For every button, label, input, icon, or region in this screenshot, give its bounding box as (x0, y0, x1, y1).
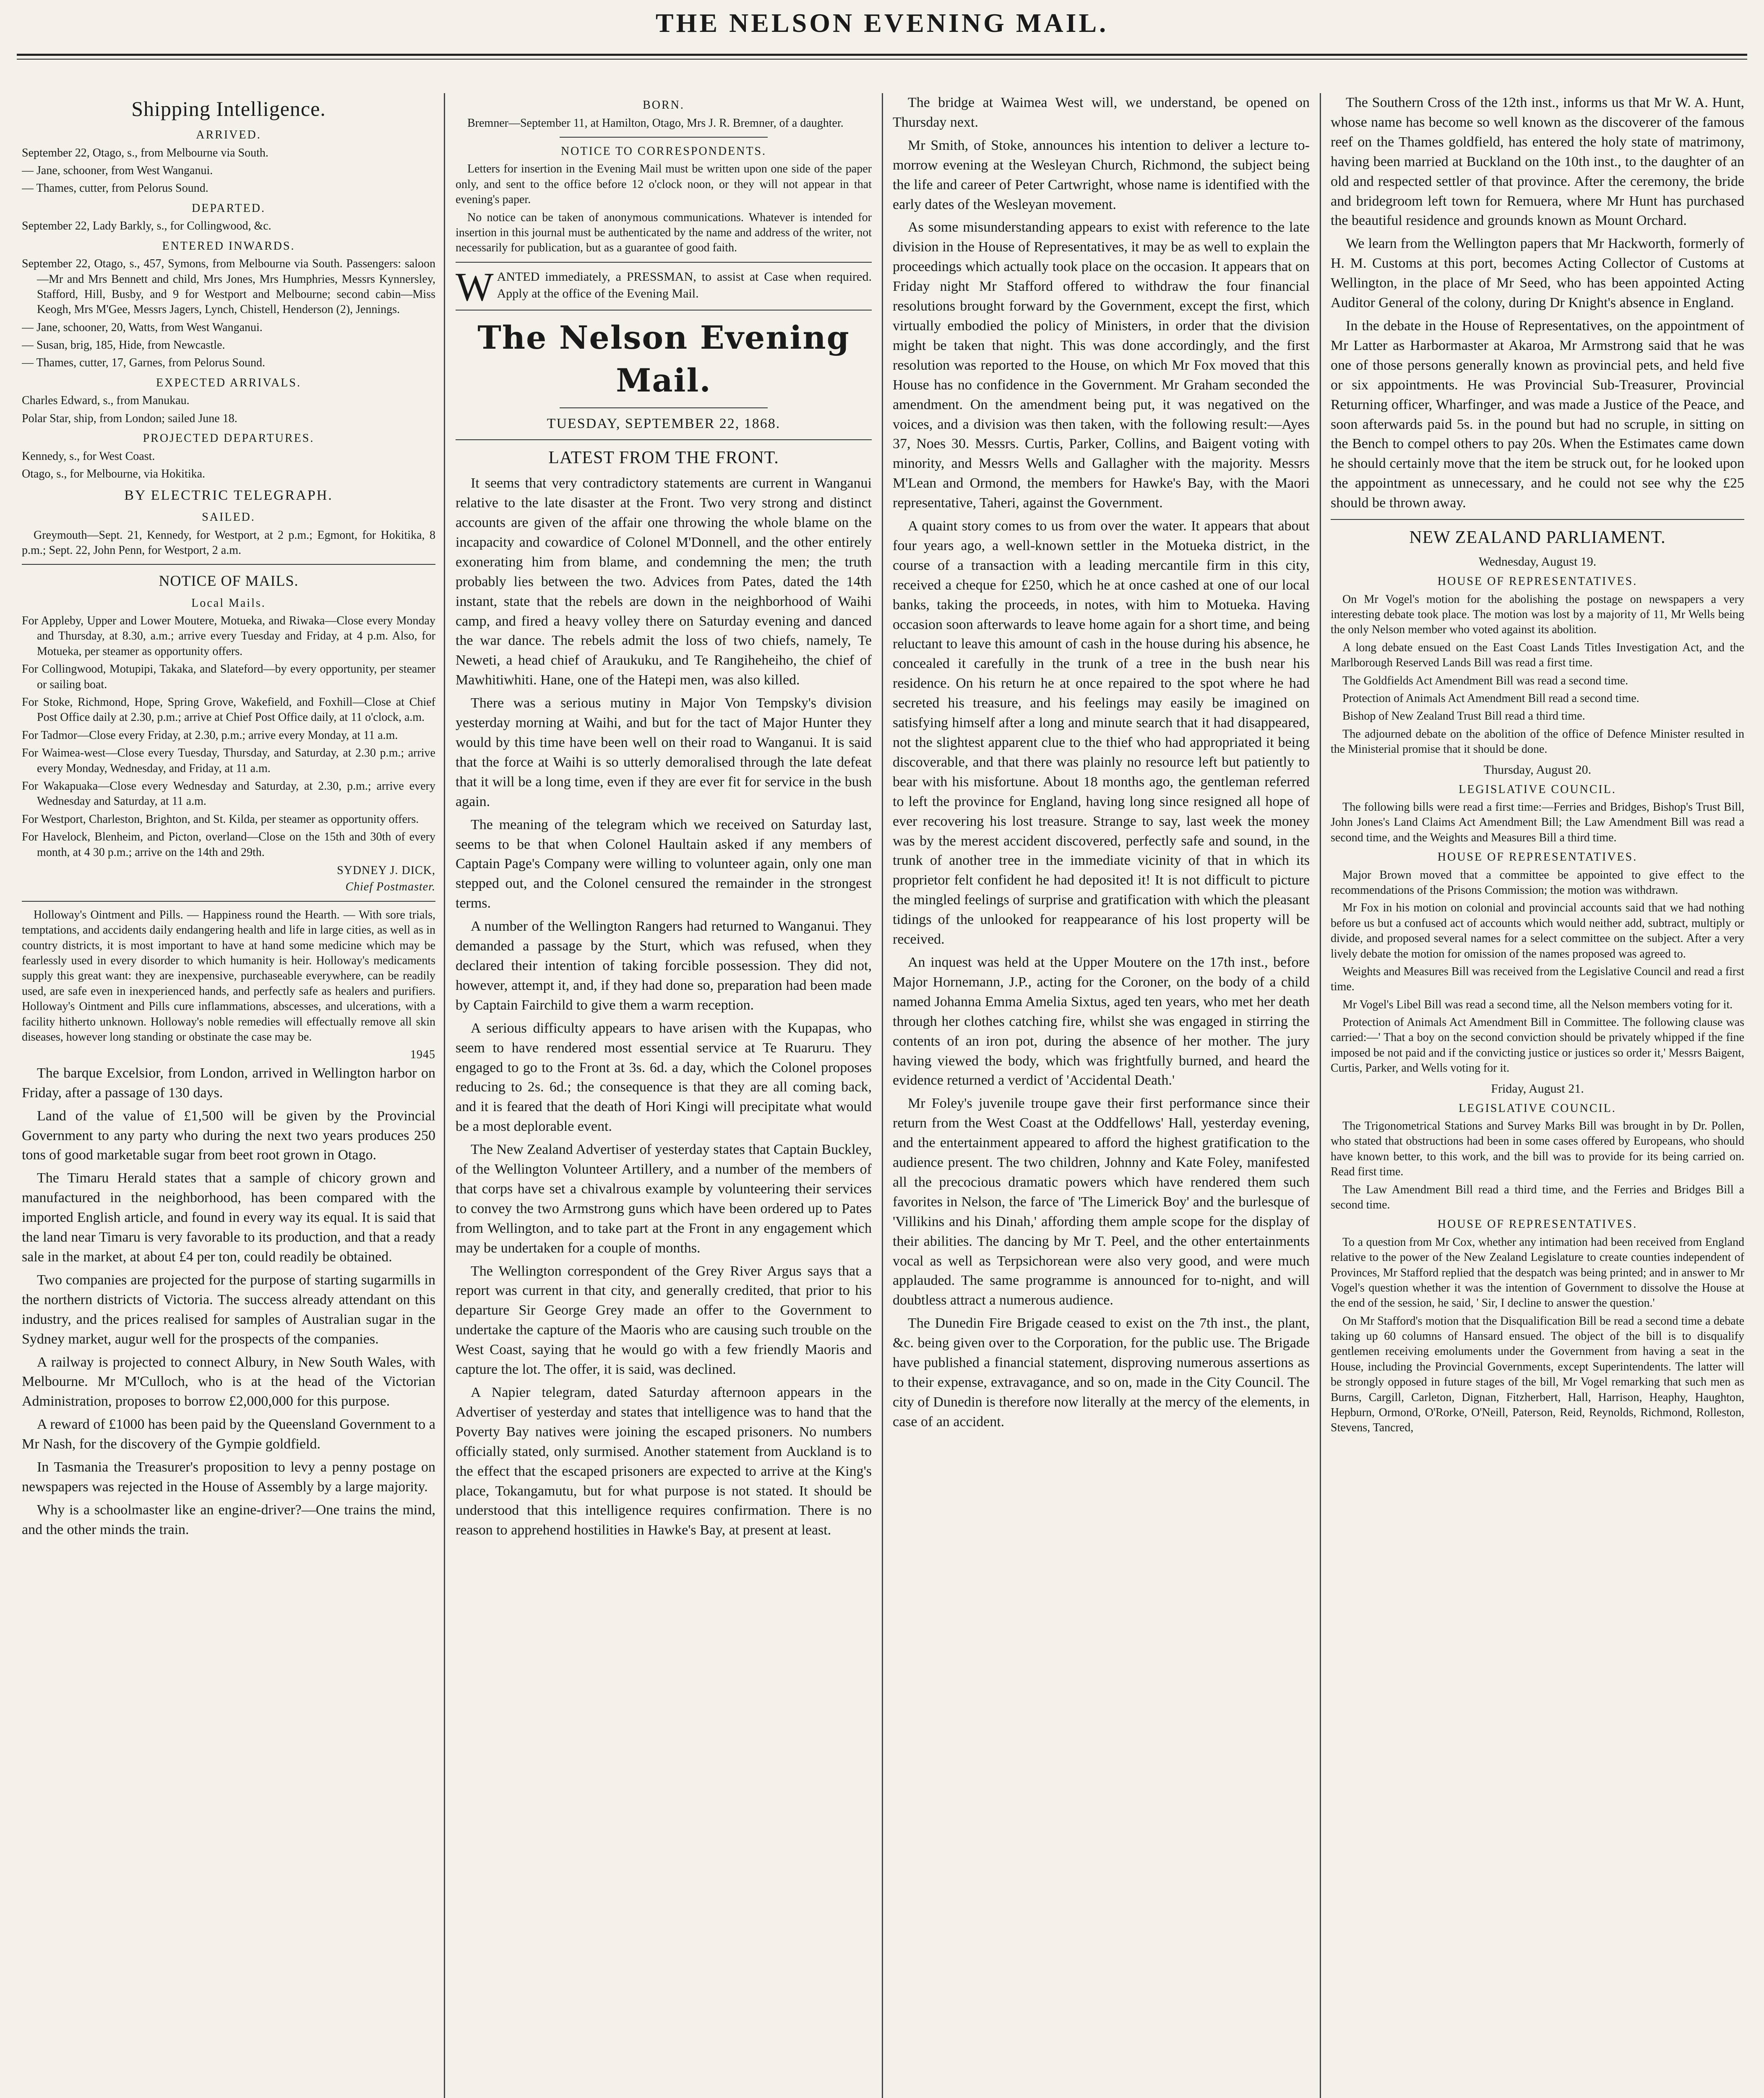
born-text: Bremner—September 11, at Hamilton, Otago, Mrs J. R. Bremner, of a daughter. (467, 116, 844, 130)
article-paragraph: Mr Smith, of Stoke, announces his intention to deliver a lecture to-morrow evening at the Wesleyan Church, Richmond, the subject being the life and career of Peter Cartwright, whose name is identified with the early dates of the Wesleyan movement. (893, 137, 1310, 212)
article-paragraph: In the debate in the House of Representatives, on the appointment of Mr Latter as Harbormaster at Akaroa, Mr Armstrong said that he was one of those persons generally known as provincial pets, and held five or six appointments. He was Provincial Sub-Treasurer, Provincial Returning officer, Wharfinger, and was made a Justice of the Peace, and soon afterwards paid 5s. in the pound but had no scruple, in sitting on the Bench to compel others to pay 20s. When the Estimates came down he should certainly move that the item be struck out, for he looked upon the appointment as unnecessary, and he could not see why the £25 should be thrown away. (1331, 318, 1744, 511)
shipping-entry: — Thames, cutter, from Pelorus Sound. (22, 182, 208, 195)
mail-entry: For Wakapuaka—Close every Wednesday and Saturday, at 2.30, p.m.; arrive every Wednesday and Saturday, at 11 a.m. (22, 779, 435, 808)
born-notice (456, 116, 872, 131)
wanted-text: ANTED immediately, a PRESSMAN, to assist at Case when required. Apply at the office of the Evening Mail. (497, 269, 872, 300)
article-paragraph: It seems that very contradictory statements are current in Wanganui relative to the late disaster at the Front. Two very strong and distinct accounts are given of the affair one throwing the whole blame on the incapacity and cowardice of Colonel M'Donnell, and the other entirely exonerating him from blame, and condemning the men; the truth probably lies between the two. Advices from Pates, dated the 14th instant, state that the rebels are down in the neighborhood of Waihi camp, and fired a heavy volley there on Saturday evening and danced the war dance. The rebels admit the loss of two chiefs, namely, Te Neweti, a head chief of Araukuku, and Te Rangiheheiho, the chief of Mawhitiwhiti. Hane, one of the Hatepi men, was also killed. (456, 475, 872, 688)
shipping-entry: Polar Star, ship, from London; sailed June 18. (22, 412, 237, 425)
section-rule (22, 564, 435, 565)
section-rule (1331, 519, 1744, 520)
mail-entry: For Collingwood, Motupipi, Takaka, and Slateford—by every opportunity, per steamer or sailing boat. (22, 663, 435, 691)
mails-heading: NOTICE OF MAILS. (159, 572, 299, 590)
article-paragraph: The New Zealand Advertiser of yesterday states that Captain Buckley, of the Wellington Volunteer Artillery, and a number of the members of that corps have set a chivalrous example by volunteering their services to convey the two Armstrong guns which have been ordered up to Pates from Wellington, and to take part at the Front in any engagement which may be undertaken for a couple of months. (456, 1142, 872, 1256)
shipping-entry: September 22, Otago, s., from Melbourne via South. (22, 146, 268, 159)
article-paragraph: As some misunderstanding appears to exist with reference to the late division in the House of Representatives, it may be as well to explain the proceedings which actually took place on the occasion. It appears that on Friday night Mr Stafford offered to withdraw the four financial resolutions brought forward by the Government, except the first, which virtually embodied the policy of Ministers, in order that the division might be taken that night. This was done accordingly, and the first resolution was reported to the House, on which Mr Fox moved that this House has no confidence in the Government. Mr Graham seconded the amendment. On the amendment being put, it was negatived on the voices, and a division was then taken, with the following result:—Ayes 37, Noes 30. Messrs. Curtis, Parker, Collins, and Baigent voting with minority, and Messrs Wells and Gallagher with the majority. Messrs M'Lean and Ormond, the members for Hawke's Bay, with the Maori representative, Taheri, against the Government. (893, 219, 1310, 511)
house-heading: LEGISLATIVE COUNCIL. (1459, 1101, 1616, 1115)
column-3 (893, 93, 1310, 2098)
correspondents-heading: NOTICE TO CORRESPONDENTS. (560, 144, 767, 158)
sailed-heading: SAILED. (202, 510, 255, 524)
article-paragraph: A number of the Wellington Rangers had returned to Wanganui. They demanded a passage by the Sturt, which was refused, when they declared their intention of taking forcible possession. They did not, however, attempt it, and, if they had done so, preparation had been made by Captain Fairchild to give them a warm reception. (456, 919, 872, 1013)
parliament-item: On Mr Vogel's motion for the abolishing the postage on newspapers a very interesting debate took place. The motion was lost by a majority of 11, Mr Wells being the only Nelson member who voted against its abolition. (1331, 592, 1744, 637)
parliament-item: Bishop of New Zealand Trust Bill read a third time. (1342, 710, 1585, 723)
mail-entry: For Havelock, Blenheim, and Picton, overland—Close on the 15th and 30th of every month, at 4 30 p.m.; arrive on the 14th and 29th. (22, 830, 435, 859)
column-1 (22, 93, 435, 2098)
shipping-entry: — Thames, cutter, 17, Garnes, from Pelorus Sound. (22, 356, 266, 370)
correspondents-text: Letters for insertion in the Evening Mail must be written upon one side of the paper only, and sent to the office before 12 o'clock noon, or they will not appear in that evening's paper. (456, 162, 872, 206)
news-item: The barque Excelsior, from London, arrived in Wellington harbor on Friday, after a passage of 130 days. (22, 1065, 435, 1101)
masthead-rule (17, 54, 1747, 56)
parliament-item: The following bills were read a first time:—Ferries and Bridges, Bishop's Trust Bill, John Jones's Land Claims Act Amendment Bill; the Law Amendment Bill was read a second time, and the Weights and Measures Bill a third time. (1331, 800, 1744, 844)
mail-entry: For Waimea-west—Close every Tuesday, Thursday, and Saturday, at 2.30 p.m.; arrive every Monday, Wednesday, and Friday, at 11 a.m. (22, 746, 435, 775)
masthead: THE NELSON EVENING MAIL. (655, 8, 1109, 38)
parliament-item: Mr Fox in his motion on colonial and provincial accounts said that we had nothing before us but a confused act of accounts which would neither add, subtract, multiply or divide, and proposed several names for a select committee on the subject. After a very lively debate the motion for omission of the names proposed was agreed to. (1331, 901, 1744, 960)
wanted-drop-cap: W (456, 264, 494, 309)
arrived-heading: ARRIVED. (196, 128, 261, 141)
section-rule (560, 137, 768, 138)
shipping-entry: — Jane, schooner, 20, Watts, from West Wanganui. (22, 321, 263, 334)
expected-list (22, 393, 435, 426)
holloway-text: Holloway's Ointment and Pills. — Happiness round the Hearth. — With sore trials, temptations, and accidents daily endangering health and life in large cities, as well as in country districts, it is most important to have at hand some medicine which may be fearlessly used in every disorder to which humanity is heir. Holloway's medicaments supply this great want: they are inexpensive, purchaseable everywhere, can be readily used, are safe even in inexperienced hands, and perfectly safe as healers and purifiers. Holloway's Ointment and Pills cure inflammations, abscesses, and ulcerations, with a facility hitherto unknown. Holloway's noble remedies will effectually remove all skin diseases, however long standing or obstinate the case may be. (22, 908, 435, 1044)
wanted-advert (456, 264, 872, 309)
parliament-item: The Goldfields Act Amendment Bill was read a second time. (1342, 674, 1629, 687)
departed-heading: DEPARTED. (192, 201, 266, 215)
postmaster-title: Chief Postmaster. (345, 880, 435, 894)
parliament-item: On Mr Stafford's motion that the Disqualification Bill be read a second time a debate taking up 60 columns of Hansard ensued. The object of the bill is to disqualify gentlemen receiving emoluments under the Government from having a seat in the House, including the Provincial Governments, except Superintendents. The latter will be strongly opposed in future stages of the bill, Mr Vogel remarking that such men as Burns, Cargill, Carleton, Dignan, Fitzherbert, Hall, Harrison, Heaphy, Haughton, Hepburn, Ormond, O'Rorke, O'Neill, Paterson, Reid, Reynolds, Richmond, Rolleston, Stevens, Tancred, (1331, 1314, 1744, 1435)
shipping-entry: September 22, Lady Barkly, s., for Collingwood, &c. (22, 219, 271, 233)
news-item: A railway is projected to connect Albury, in New South Wales, with Melbourne. Mr M'Culloch, who is at the head of the Victorian Administration, proposes to borrow £2,000,000 for this purpose. (22, 1354, 435, 1409)
parliament-item: The Law Amendment Bill read a third time, and the Ferries and Bridges Bill a second time. (1331, 1183, 1744, 1211)
column-2 (456, 93, 872, 2098)
telegraph-heading: BY ELECTRIC TELEGRAPH. (124, 488, 333, 504)
column-rule (882, 93, 883, 2098)
section-rule (22, 901, 435, 902)
holloway-advert (22, 908, 435, 1063)
parliament-item: Protection of Animals Act Amendment Bill in Committee. The following clause was carried:—' That a boy on the second conviction should be privately whipped if the fine imposed be not paid and if the convicting justice or justices so order it,' Messrs Baigent, Curtis, Parker, and Wells voting for it. (1331, 1016, 1744, 1075)
front-heading: LATEST FROM THE FRONT. (548, 448, 779, 467)
shipping-entry: Charles Edward, s., from Manukau. (22, 394, 190, 407)
article-paragraph: There was a serious mutiny in Major Von Tempsky's division yesterday morning at Waihi, and but for the tact of Major Hunter they would by this time have been well on their road to Wanganui. It is said that the force at Waihi is so utterly demoralised through the late defeat that it will be a long time, even if they are ever fit for service in the bush again. (456, 695, 872, 809)
shipping-heading: Shipping Intelligence. (131, 97, 326, 120)
day-heading: Friday, August 21. (1491, 1081, 1584, 1096)
parliament-item: Weights and Measures Bill was received from the Legislative Council and read a first time. (1331, 965, 1744, 994)
article-paragraph: An inquest was held at the Upper Moutere on the 17th inst., before Major Hornemann, J.P., acting for the Coroner, on the body of a child named Johanna Emma Amelia Sixtus, aged ten years, who met her death through her clothes catching fire, whilst she was engaged in stirring the contents of an iron pot, during the absence of her mother. The jury having viewed the body, which was frightfully burned, and heard the evidence returned a verdict of 'Accidental Death.' (893, 954, 1310, 1088)
article-paragraph: The bridge at Waimea West will, we understand, be opened on Thursday next. (893, 95, 1310, 130)
shipping-entry: September 22, Otago, s., 457, Symons, from Melbourne via South. Passengers: saloon—Mr and Mrs Bennett and child, Mrs Jones, Mrs Humphries, Messrs Kynnersley, Stafford, Hill, Busby, and 9 for Westport and Melbourne; second cabin—Miss Keogh, Mrs M'Gee, Messrs Jagers, Lynch, Chistell, Henderson (2), Jennings. (22, 257, 435, 316)
local-news-continued (1331, 93, 1744, 513)
article-paragraph: A Napier telegram, dated Saturday afternoon appears in the Advertiser of yesterday and states that intelligence was to hand that the Poverty Bay natives were joining the escaped prisoners. No numbers officially stated, only surmised. Another statement from Auckland is to the effect that the escaped prisoners are expected to arrive at the King's place, Tokangamutu, but for what purpose is not stated. It should be understood that this intelligence requires confirmation. There is no reason to apprehend hostilities in Hawke's Bay, at present at least. (456, 1385, 872, 1538)
shipping-entry: Kennedy, s., for West Coast. (22, 449, 155, 463)
local-news (893, 93, 1310, 1432)
parliament-item: The adjourned debate on the abolition of the office of Defence Minister resulted in the Ministerial promise that it should be done. (1331, 727, 1744, 756)
section-rule (456, 310, 872, 311)
article-paragraph: A serious difficulty appears to have arisen with the Kupapas, who seem to have rendered most essential service at Te Ruaruru. They engaged to go to the Front at 3s. 6d. a day, which the Colonel proposes reducing to 2s. 6d.; the consequence is that they are all coming back, and it is feared that the death of Hori Kingi will precipitate what would be a most deplorable event. (456, 1020, 872, 1135)
holloway-number: 1945 (410, 1048, 435, 1062)
section-rule (456, 262, 872, 263)
section-rule (456, 439, 872, 440)
shipping-entry: — Susan, brig, 185, Hide, from Newcastle. (22, 339, 225, 352)
news-item: Land of the value of £1,500 will be given by the Provincial Government to any party who during the next two years produces 250 tons of good marketable sugar from beet root grown in Otago. (22, 1108, 435, 1163)
shipping-entry: — Jane, schooner, from West Wanganui. (22, 164, 213, 177)
parliament-item: Protection of Animals Act Amendment Bill read a second time. (1342, 692, 1639, 705)
projected-list (22, 449, 435, 482)
mail-entry: For Stoke, Richmond, Hope, Spring Grove, Wakefield, and Foxhill—Close at Chief Post Office daily at 2.30, p.m.; arrive at Chief Post Office daily, at 11 o'clock, a.m. (22, 695, 435, 724)
arrived-list (22, 146, 435, 196)
mail-entry: For Appleby, Upper and Lower Moutere, Motueka, and Riwaka—Close every Monday and Thursday, at 8.30, a.m.; arrive every Tuesday and Friday, at 4 p.m. Also, for Motueka, per steamer as opportunity offers. (22, 614, 435, 658)
parliament-report (1331, 553, 1744, 1436)
column-4 (1331, 93, 1744, 2098)
article-paragraph: The meaning of the telegram which we received on Saturday last, seems to be that when Colonel Haultain asked if any members of Captain Page's Company were willing to volunteer again, only one man stepped out, and the Colonel censured the remainder in the strongest terms. (456, 817, 872, 911)
parliament-item: The Trigonometrical Stations and Survey Marks Bill was brought in by Dr. Pollen, who stated that obstructions had been in some cases offered by Europeans, who should have known better, to this work, and the bill was to provide for its being carried on. Read first time. (1331, 1119, 1744, 1179)
section-rule (560, 407, 768, 408)
expected-heading: EXPECTED ARRIVALS. (156, 376, 301, 389)
news-item: Why is a schoolmaster like an engine-driver?—One trains the mind, and the other minds the train. (22, 1502, 435, 1537)
house-heading: HOUSE OF REPRESENTATIVES. (1437, 575, 1638, 588)
entered-heading: ENTERED INWARDS. (162, 239, 295, 253)
article-paragraph: Mr Foley's juvenile troupe gave their first performance since their return from the West Coast at the Oddfellows' Hall, yesterday evening, and the entertainment appeared to afford the highest gratification to the audience present. The two children, Johnny and Kate Foley, manifested all the precocious dramatic powers which have rendered them such favorites in Nelson, the farce of 'The Limerick Boy' and the burlesque of 'Villikins and his Dinah,' affording them ample scope for the display of their abilities. The dancing by Mr T. Peel, and the other entertainments vocal as well as Terpsichorean were also very good, and were much applauded. The same programme is announced for to-night, and will doubtless attract a numerous audience. (893, 1096, 1310, 1308)
news-item: A reward of £1000 has been paid by the Queensland Government to a Mr Nash, for the discovery of the Gympie goldfield. (22, 1417, 435, 1452)
column-rule (1320, 93, 1321, 2098)
born-heading: BORN. (643, 99, 685, 112)
mail-entry: For Westport, Charleston, Brighton, and St. Kilda, per steamer as opportunity offers. (22, 812, 419, 826)
article-paragraph: We learn from the Wellington papers that Mr Hackworth, formerly of H. M. Customs at this port, becomes Acting Collector of Customs at Wellington, in the place of Mr Seed, who has been appointed Acting Auditor General of the colony, during Dr Knight's absence in England. (1331, 236, 1744, 311)
house-heading: HOUSE OF REPRESENTATIVES. (1437, 851, 1638, 864)
article-paragraph: The Southern Cross of the 12th inst., informs us that Mr W. A. Hunt, whose name has become so well known as the discoverer of the famous reef on the Thames goldfield, has entered the holy state of matrimony, having been married at Buckland on the 10th inst., to the daughter of an old and respected settler of that province. After the ceremony, the bride and bridegroom left town for Remuera, where Mr Hunt has purchased the beautiful residence and grounds known as Mount Orchard. (1331, 95, 1744, 229)
parliament-item: To a question from Mr Cox, whether any intimation had been received from England relative to the power of the New Zealand Legislature to create counties independent of Provinces, Mr Stafford replied that the despatch was being printed; and in answer to Mr Vogel's question whether it was the intention of Government to dissolve the House at the end of the session, he said, ' Sir, I decline to answer the question.' (1331, 1235, 1744, 1310)
paper-title: The Nelson Evening Mail. (477, 318, 850, 399)
article-paragraph: The Wellington correspondent of the Grey River Argus says that a report was current in that city, and generally credited, that prior to his departure Sir George Grey made an offer to the Government to undertake the capture of the Maoris who are causing such trouble on the West Coast, saying that he would go with a few friendly Maoris and capture the lot. The offer, it is said, was declined. (456, 1263, 872, 1378)
postmaster-name: SYDNEY J. DICK, (337, 864, 435, 877)
sailed-list (22, 528, 435, 558)
house-heading: HOUSE OF REPRESENTATIVES. (1437, 1218, 1638, 1231)
news-item: The Timaru Herald states that a sample of chicory grown and manufactured in the neighborhood, has been compared with the imported English article, and found in every way its equal. It is said that the land near Timaru is very favorable to its production, and that a ready sale in the market, at about £4 per ton, could readily be obtained. (22, 1170, 435, 1265)
house-heading: LEGISLATIVE COUNCIL. (1459, 783, 1616, 796)
projected-heading: PROJECTED DEPARTURES. (143, 432, 315, 445)
parliament-item: Major Brown moved that a committee be appointed to give effect to the recommendations of the Prisons Commission; the motion was withdrawn. (1331, 868, 1744, 897)
day-heading: Wednesday, August 19. (1478, 555, 1597, 569)
sailed-entry: Greymouth—Sept. 21, Kennedy, for Westport, at 2 p.m.; Egmont, for Hokitika, 8 p.m.; Sept. 22, John Penn, for Westport, 2 a.m. (22, 528, 435, 557)
mails-list (22, 613, 435, 860)
day-heading: Thursday, August 20. (1483, 762, 1592, 777)
parliament-item: Mr Vogel's Libel Bill was read a second time, all the Nelson members voting for it. (1342, 998, 1733, 1011)
correspondents-text: No notice can be taken of anonymous communications. Whatever is intended for insertion in this journal must be authenticated by the name and address of the writer, not necessarily for publication, but as a guarantee of good faith. (456, 211, 872, 255)
correspondents-notice (456, 162, 872, 256)
article-paragraph: A quaint story comes to us from over the water. It appears that about four years ago, a well-known settler in the Motueka district, in the course of a transaction with a leading mercantile firm in this city, received a cheque for £250, which he at once cashed at one of our local banks, taking the proceeds, in notes, with him to Motueka. Having occasion soon afterwards to leave home again for a short time, and being reluctant to leave this amount of cash in the house during his absence, he concealed it carefully in the trunk of a tree in the bush near his residence. On his return he at once repaired to the spot where he had secreted his treasure, and his feelings may easily be imagined on satisfying himself after a long and minute search that it had disappeared, not the slightest apparent clue to the thief who had appropriated it being discoverable, and that there was plainly no resource left but patiently to bear with his misfortune. About 18 months ago, the gentleman referred to left the province for England, having long since resigned all hope of ever recovering his lost treasure. Strange to say, last week the money was by the merest accident discovered, perfectly safe and sound, in the trunk of another tree in the immediate vicinity of that in which its proprietor felt confident he had deposited it! It is not difficult to picture the mingled feelings of surprise and gratification with which the pleasant tidings of the unlooked for reappearance of his lost property will be received. (893, 518, 1310, 947)
entered-list (22, 256, 435, 371)
column-rule (444, 93, 445, 2098)
front-article (456, 474, 872, 1540)
parliament-item: A long debate ensued on the East Coast Lands Titles Investigation Act, and the Marlborough Reserved Lands Bill was read a first time. (1331, 641, 1744, 670)
shipping-entry: Otago, s., for Melbourne, via Hokitika. (22, 467, 206, 481)
masthead-rule-thin (17, 59, 1747, 60)
article-paragraph: The Dunedin Fire Brigade ceased to exist on the 7th inst., the plant, &c. being given over to the Corporation, for the public use. The Brigade have published a financial statement, disproving numerous assertions as to their expense, extravagance, and so on, made in the City Council. The city of Dunedin is therefore now literally at the mercy of the elements, in case of an accident. (893, 1315, 1310, 1430)
departed-list (22, 219, 435, 234)
news-item: In Tasmania the Treasurer's proposition to levy a penny postage on newspapers was rejected in the House of Assembly by a large majority. (22, 1459, 435, 1495)
mail-entry: For Tadmor—Close every Friday, at 2.30, p.m.; arrive every Monday, at 11 a.m. (22, 728, 398, 742)
local-mails-heading: Local Mails. (191, 596, 266, 610)
issue-date: TUESDAY, SEPTEMBER 22, 1868. (547, 416, 781, 432)
parliament-heading: NEW ZEALAND PARLIAMENT. (1409, 528, 1666, 548)
news-items (22, 1064, 435, 1540)
news-item: Two companies are projected for the purpose of starting sugarmills in the northern districts of Victoria. The success already attendant on this industry, and the prices realised for samples of Australian sugar in the Sydney market, augur well for the prospects of the companies. (22, 1272, 435, 1347)
